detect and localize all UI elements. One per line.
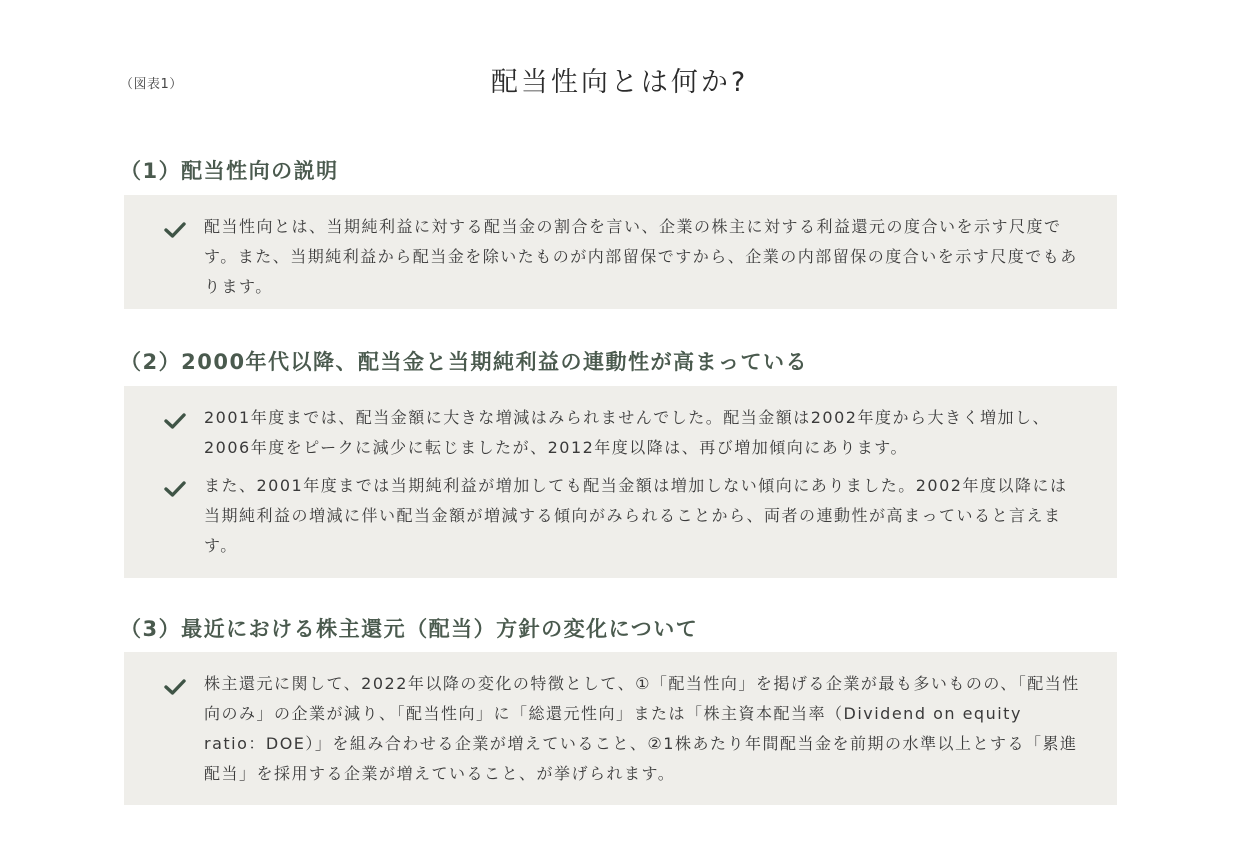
figure-label: （図表1） xyxy=(120,77,183,92)
section-heading-3: （3）最近における株主還元（配当）方針の変化について xyxy=(120,617,699,641)
check-icon xyxy=(164,412,186,430)
check-icon xyxy=(164,221,186,239)
check-icon xyxy=(164,678,186,696)
section-heading-2: （2）2000年代以降、配当金と当期純利益の連動性が高まっている xyxy=(120,350,809,374)
section-heading-1: （1）配当性向の説明 xyxy=(120,159,339,183)
section-panel-1 xyxy=(124,195,1117,309)
section-panel-3 xyxy=(124,652,1117,805)
section-panel-2 xyxy=(124,386,1117,578)
list-item-text: 配当性向とは、当期純利益に対する配当金の割合を言い、企業の株主に対する利益還元の度合いを示す尺度です。また、当期純利益から配当金を除いたものが内部留保ですから、企業の内部留保の度合いを示す尺度でもあります。 xyxy=(204,217,1078,296)
page-title: 配当性向とは何か? xyxy=(490,67,749,98)
check-icon xyxy=(164,480,186,498)
list-item-text: 株主還元に関して、2022年以降の変化の特徴として、①「配当性向」を掲げる企業が最も多いものの、「配当性向のみ」の企業が減り、「配当性向」に「総還元性向」または「株主資本配当率（Dividend on equity ratio：DOE）」を組み合わせる企業が増えていること、②1株あたり年間配当金を前期の水準以上とする「累進配当」を採用する企業が増えていること、が挙げられます。 xyxy=(204,674,1080,783)
list-item-text: 2001年度までは、配当金額に大きな増減はみられませんでした。配当金額は2002年度から大きく増加し、2006年度をピークに減少に転じましたが、2012年度以降は、再び増加傾向にあります。 xyxy=(204,408,1050,457)
list-item-text: また、2001年度までは当期純利益が増加しても配当金額は増加しない傾向にありました。2002年度以降には当期純利益の増減に伴い配当金額が増減する傾向がみられることから、両者の連動性が高まっていると言えます。 xyxy=(204,476,1068,555)
